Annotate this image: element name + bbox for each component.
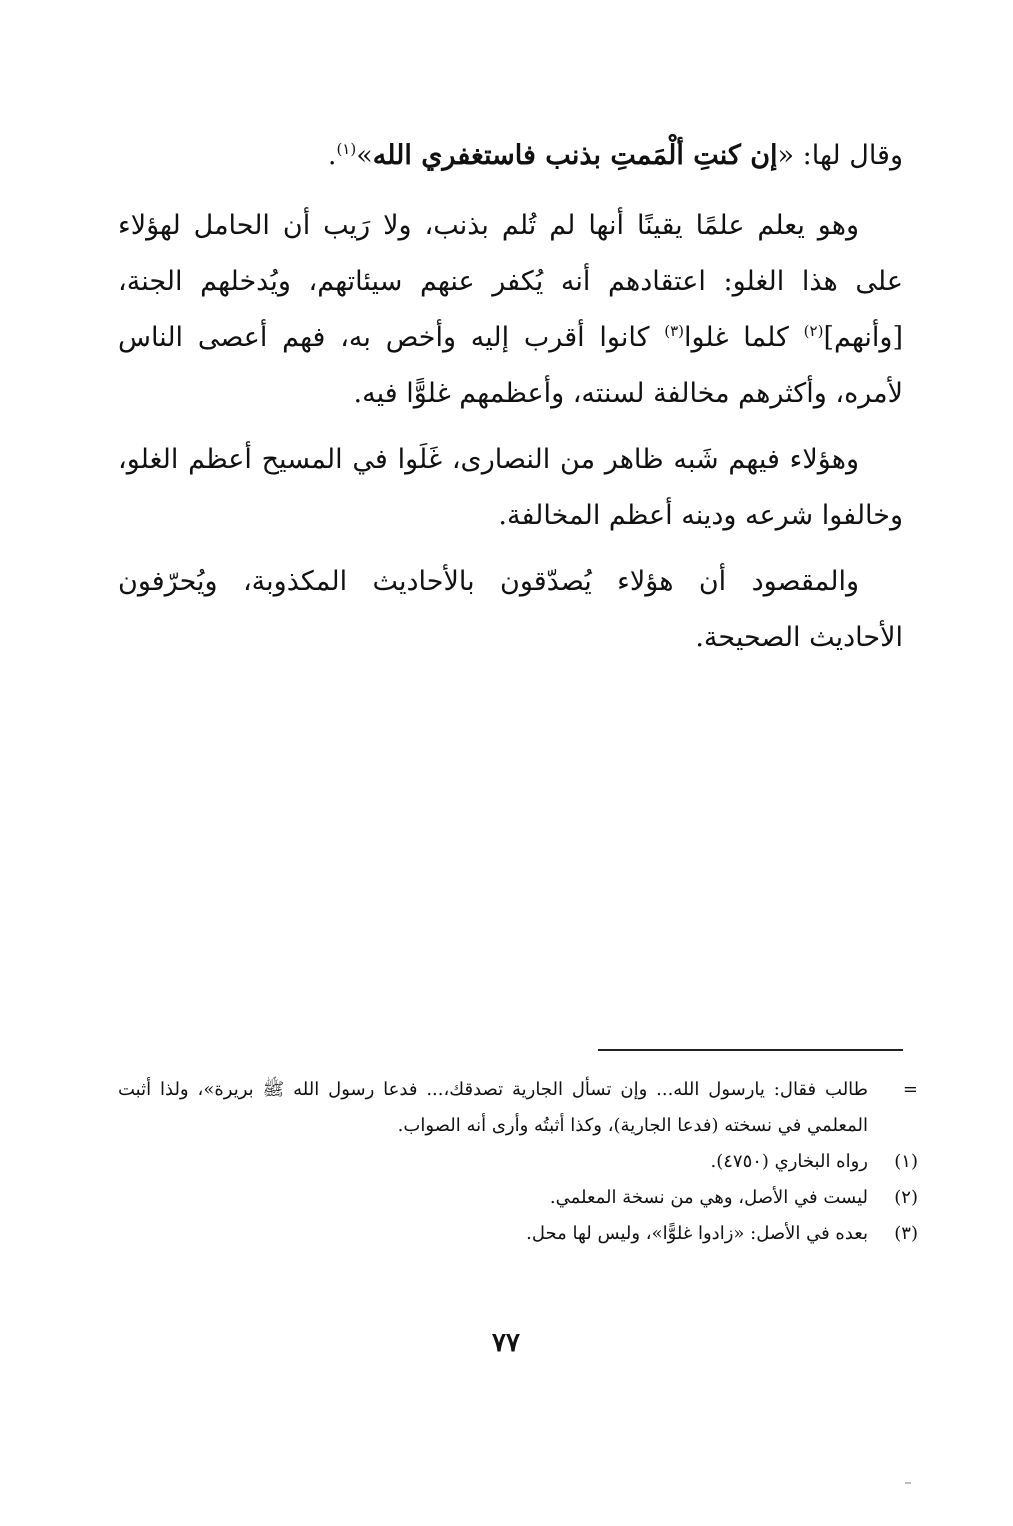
- footnote-ref-2: (٢): [803, 322, 824, 340]
- paragraph-2-text-b: كلما غلوا: [683, 322, 804, 353]
- main-text: [118, 128, 903, 676]
- quote-close: »: [356, 140, 373, 171]
- paragraph-3: وهؤلاء فيهم شَبه ظاهر من النصارى، غَلَوا في المسيح أعظم الغلو، وخالفوا شرعه ودينه أعظم المخالفة.: [118, 444, 903, 531]
- paragraph-4: والمقصود أن هؤلاء يُصدّقون بالأحاديث المكذوبة، ويُحرّفون الأحاديث الصحيحة.: [118, 566, 903, 653]
- paragraph-2-text-c: كانوا أقرب إليه وأخص به، فهم أعصى الناس لأمره، وأكثرهم مخالفة لسنته، وأعظمهم غلوًّا فيه.: [118, 322, 903, 409]
- footnote-text: ليست في الأصل، وهي من نسخة المعلمي.: [549, 1187, 868, 1208]
- footnote-ref-1: (١): [336, 140, 357, 158]
- scan-speck: [905, 1482, 911, 1484]
- paragraph-1-lead: وقال لها: «: [777, 140, 903, 171]
- footnote-text: بعده في الأصل: «زادوا غلوًّا»، وليس لها محل.: [526, 1223, 868, 1244]
- footnote-text: رواه البخاري (٤٧٥٠).: [710, 1151, 868, 1172]
- footnote-ref-3: (٣): [664, 322, 684, 340]
- footnotes: [118, 1072, 918, 1252]
- footnote-text: طالب فقال: يارسول الله... وإن تسأل الجارية تصدقك،... فدعا رسول الله ﷺ بريرة»، ولذا أثبت المعلمي في نسخته (فدعا الجارية)، وكذا أثبتُه وأرى أنه الصواب.: [118, 1079, 868, 1136]
- footnote-mark: (٢): [894, 1187, 918, 1208]
- paragraph-1: [118, 128, 903, 184]
- paragraph-2-text-a: وهو يعلم علمًا يقينًا أنها لم تُلم بذنب، ولا رَيب أن الحامل لهؤلاء على هذا الغلو: اعتقادهم أنه يُكفر عنهم سيئاتهم، ويُدخلهم الجنة، [وأنهم]: [118, 210, 903, 353]
- page-number: ٧٧: [492, 1328, 520, 1358]
- footnote-mark: (٣): [894, 1223, 918, 1244]
- paragraph-1-end: .: [327, 140, 337, 171]
- footnote-mark: (١): [894, 1151, 918, 1172]
- footnote-3: [118, 1216, 918, 1252]
- footnote-mark: =: [902, 1079, 918, 1100]
- hadith-quote: إن كنتِ ألْمَمتِ بذنب فاستغفري الله: [372, 140, 778, 171]
- paragraph-2: [118, 198, 903, 422]
- footnote-2: [118, 1180, 918, 1216]
- footnote-continuation: [118, 1072, 918, 1144]
- footnote-1: [118, 1144, 918, 1180]
- footnote-separator: [598, 1049, 903, 1051]
